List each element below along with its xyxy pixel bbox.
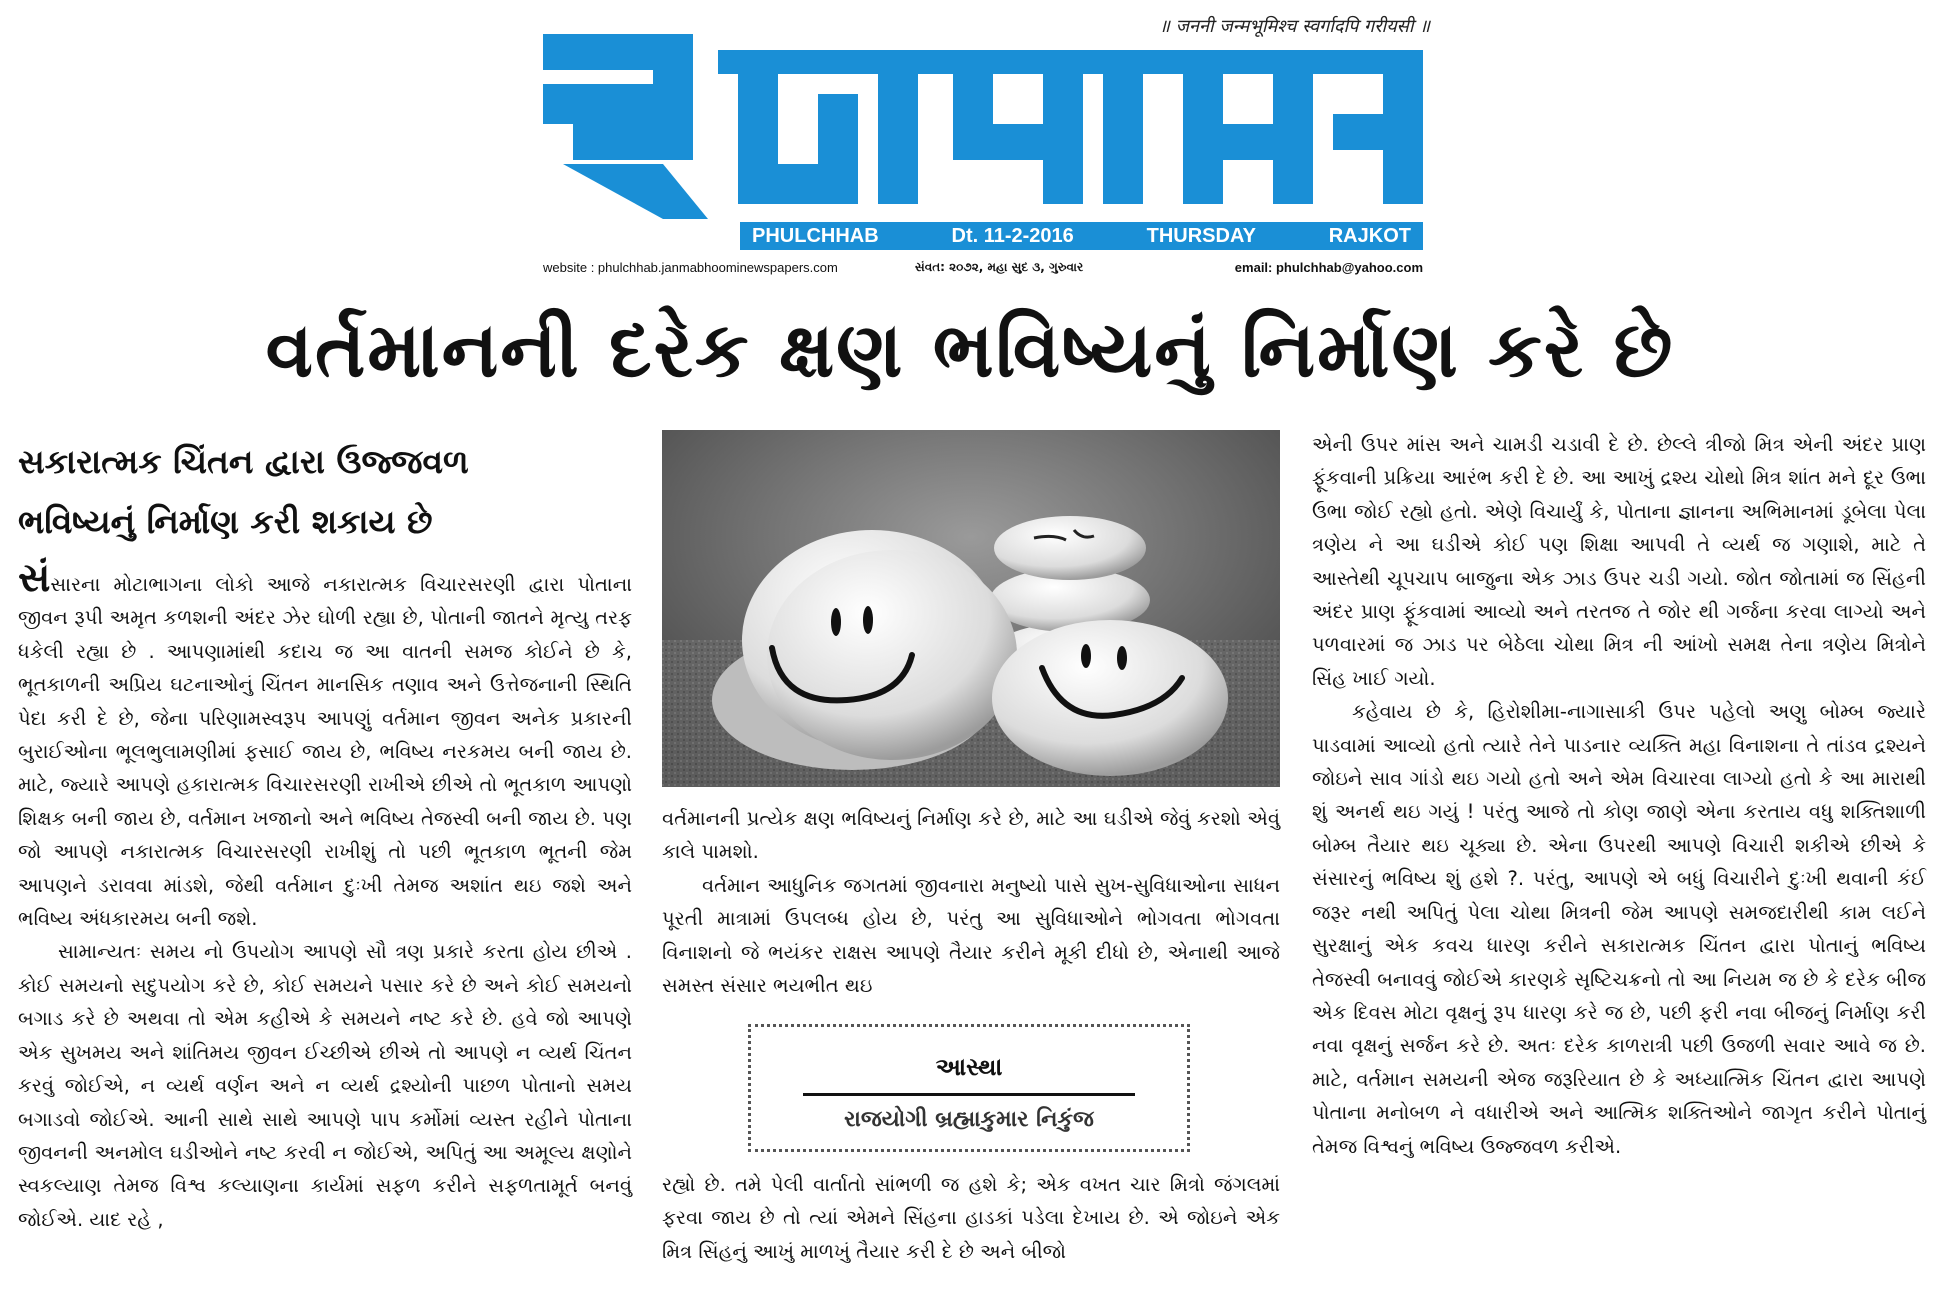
article-column-1: [18, 555, 632, 1236]
col1-paragraph-1-text: સારના મોટાભાગના લોકો આજે નકારાત્મક વિચારસરણી દ્વારા પોતાના જીવન રૂપી અમૃત કળશની અંદર ઝેર ઘોળી રહ્યા છે, પોતાની જાતને મૃત્યુ તરફ ધકેલી રહ્યા છે . આપણામાંથી કદાચ જ આ વાતની સમજ કોઈને છે કે, ભૂતકાળની અપ્રિય ઘટનાઓનું ચિંતન માનસિક તણાવ અને ઉત્તેજનાની સ્થિતિ પેદા કરી દે છે, જેના પરિણામસ્વરૂપ આપણું વર્તમાન જીવન અનેક પ્રકારની બુરાઈઓના ભૂલભુલામણીમાં ફસાઈ જાય છે, ભવિષ્ય નરકમય બની જાય છે. માટે, જ્યારે આપણે હકારાત્મક વિચારસરણી રાખીએ છીએ તો ભૂતકાળ આપણો શિક્ષક બની જાય છે, વર્તમાન ખજાનો અને ભવિષ્ય તેજસ્વી બની જાય છે. પણ જો આપણે નકારાત્મક વિચારસરણી રાખીશું તો પછી ભૂતકાળ ભૂતની જેમ આપણને ડરાવવા માંડશે, જેથી વર્તમાન દુઃખી તેમજ અશાંત થઇ જશે અને ભવિષ્ય અંધકારમય બની જશે.: [18, 573, 632, 931]
column-name: આસ્થા: [935, 1053, 1003, 1081]
paper-name: PHULCHHAB: [752, 224, 879, 247]
logo-text: ફૂલછાબ: [543, 14, 547, 15]
col1-paragraph-2: સામાન્યતઃ સમય નો ઉપયોગ આપણે સૌ ત્રણ પ્રકારે કરતા હોય છીએ . કોઈ સમયનો સદુપયોગ કરે છે, કોઈ સમયને પસાર કરે છે અને કોઈ સમયનો બગાડ કરે છે અથવા તો એમ કહીએ કે સમયને નષ્ટ કરે છે. હવે જો આપણે એક સુખમય અને શાંતિમય જીવન ઈચ્છીએ છીએ તો આપણે ન વ્યર્થ ચિંતન કરવું જોઈએ, ન વ્યર્થ વર્ણન અને ન વ્યર્થ દ્રશ્યોની પાછળ પોતાનો સમય બગાડવો જોઈએ. આની સાથે સાથે આપણે પાપ કર્મોમાં વ્યસ્ત રહીને પોતાના જીવનની અનમોલ ઘડીઓને નષ્ટ કરવી ન જોઈએ, અપિતું આ અમૂલ્ય ક્ષણોને સ્વકલ્યાણ તેમજ વિશ્વ કલ્યાણના કાર્યમાં સફળ કરીને સફળતામૂર્ત બનવું જોઈએ. યાદ રહે ,: [18, 940, 632, 1231]
masthead-motto: ॥ जननी जन्मभूमिश्च स्वर्गादपि गरीयसी ॥: [1159, 16, 1430, 37]
masthead-meta-row: [543, 260, 1423, 282]
article-column-2-bottom: [662, 1168, 1280, 1268]
article-column-3: [1312, 428, 1926, 1163]
article-headline: વર્તમાનની દરેક ક્ષણ ભવિષ્યનું નિર્માણ કરે છે: [265, 305, 1675, 394]
website-link[interactable]: website : phulchhab.janmabhoominewspapers.com: [543, 260, 838, 275]
col3-paragraph-1: એની ઉપર માંસ અને ચામડી ચડાવી દે છે. છેલ્લે ત્રીજો મિત્ર એની અંદર પ્રાણ ફૂંકવાની પ્રક્રિયા આરંભ કરી દે છે. આ આખું દ્રશ્ય ચોથો મિત્ર શાંત મને દૂર ઉભા ઉભા જોઈ રહ્યો હતો. એણે વિચાર્યું કે, પોતાના જ્ઞાનના અભિમાનમાં ડૂબેલા પેલા ત્રણેય ને આ ઘડીએ કોઈ પણ શિક્ષા આપવી તે વ્યર્થ જ ગણાશે, માટે તે આસ્તેથી ચૂપચાપ બાજુના એક ઝાડ ઉપર ચડી ગયો. જોત જોતામાં જ સિંહની અંદર પ્રાણ ફૂંકવામાં આવ્યો અને તરતજ તે જોર થી ગર્જના કરવા લાગ્યો અને પળવારમાં જ ઝાડ પર બેઠેલા ચોથા મિત્ર ની આંખો સમક્ષ તેના ત્રણેય મિત્રોને સિંહ ખાઈ ગયો.: [1312, 433, 1926, 690]
article-subhead: [18, 432, 648, 552]
subhead-line-2: ભવિષ્યનું નિર્માણ કરી શકાય છે: [18, 502, 433, 541]
newspaper-logo: [543, 14, 1423, 254]
article-column-2-top: [662, 802, 1280, 1002]
masthead-info-bar: [740, 222, 1423, 250]
smiley-stones-photo: [662, 430, 1280, 787]
subhead-line-1: સકારાત્મક ચિંતન દ્વારા ઉજ્જવળ: [18, 442, 469, 481]
author-name: રાજયોગી બ્રહ્માકુમાર નિકુંજ: [844, 1107, 1094, 1132]
issue-day: THURSDAY: [1146, 224, 1256, 247]
email-link[interactable]: email: phulchhab@yahoo.com: [1234, 260, 1423, 275]
col2-paragraph-2: વર્તમાન આધુનિક જગતમાં જીવનારા મનુષ્યો પાસે સુખ-સુવિધાઓના સાધન પૂરતી માત્રામાં ઉપલબ્ધ હોય છે, પરંતુ આ સુવિધાઓને ભોગવતા ભોગવતા વિનાશનો જે ભયંકર રાક્ષસ આપણે તૈયાર કરીને મૂકી દીધો છે, એનાથી આજે સમસ્ત સંસાર ભયભીત થઇ: [662, 873, 1280, 998]
byline-box: [748, 1024, 1190, 1152]
col1-paragraph-1: [18, 555, 632, 935]
byline-divider: [803, 1093, 1135, 1096]
samvat-date: સંવત: ૨૦૭૨, મહા સુદ ૩, ગુરુવાર: [915, 260, 1084, 274]
issue-date: Dt. 11-2-2016: [951, 224, 1074, 247]
drop-cap: સં: [18, 555, 51, 601]
col2-paragraph-1: વર્તમાનની પ્રત્યેક ક્ષણ ભવિષ્યનું નિર્માણ કરે છે, માટે આ ઘડીએ જેવું કરશો એવું કાલે પામશો.: [662, 807, 1280, 864]
col2-paragraph-3: રહ્યો છે. તમે પેલી વાર્તાતો સાંભળી જ હશે કે; એક વખત ચાર મિત્રો જંગલમાં ફરવા જાય છે તો ત્યાં એમને સિંહના હાડકાં પડેલા દેખાય છે. એ જોઇને એક મિત્ર સિંહનું આખું માળખું તૈયાર કરી દે છે અને બીજો: [662, 1173, 1280, 1263]
col3-paragraph-2: કહેવાય છે કે, હિરોશીમા-નાગાસાકી ઉપર પહેલો અણુ બોમ્બ જ્યારે પાડવામાં આવ્યો હતો ત્યારે તેને પાડનાર વ્યક્તિ મહા વિનાશના તે તાંડવ દ્રશ્યને જોઇને સાવ ગાંડો થઇ ગયો હતો અને એમ વિચારવા લાગ્યો હતો કે આ મારાથી શું અનર્થ થઇ ગયું ! પરંતુ આજે તો કોણ જાણે એના કરતાય વધુ શક્તિશાળી બોમ્બ તૈયાર થઇ ચૂક્યા છે. એના ઉપરથી આપણે વિચારી શકીએ છીએ કે સંસારનું ભવિષ્ય શું હશે ?. પરંતુ, આપણે એ બધું વિચારીને દુઃખી થવાની કંઈ જરૂર નથી અપિતું પેલા ચોથા મિત્રની જેમ આપણે સમજદારીથી કામ લઈને સુરક્ષાનું એક કવચ ધારણ કરીને સકારાત્મક ચિંતન દ્વારા પોતાનું ભવિષ્ય તેજસ્વી બનાવવું જોઈએ કારણકે સૃષ્ટિચક્રનો તો આ નિયમ જ છે કે દરેક બીજ એક દિવસ મોટા વૃક્ષનું રૂપ ધારણ કરે જ છે, પછી ફરી નવા બીજનું નિર્માણ કરી નવા વૃક્ષનું સર્જન કરે છે. અતઃ દરેક કાળરાત્રી પછી ઉજળી સવાર આવે જ છે. માટે, વર્તમાન સમયની એજ જરૂરિયાત છે કે અધ્યાત્મિક ચિંતન દ્વારા આપણે પોતાના મનોબળ ને વધારીએ અને આત્મિક શક્તિઓને જાગૃત કરીને પોતાનું તેમજ વિશ્વનું ભવિષ્ય ઉજ્જવળ કરીએ.: [1312, 700, 1926, 1158]
issue-city: RAJKOT: [1328, 224, 1411, 247]
